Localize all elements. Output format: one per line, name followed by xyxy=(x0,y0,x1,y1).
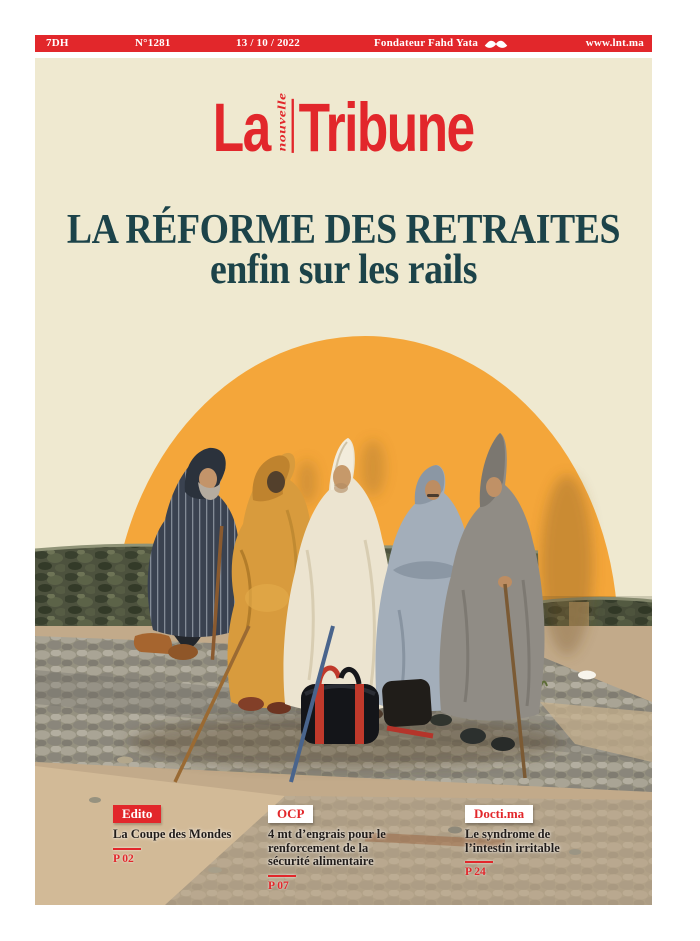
teaser-doctima[interactable] xyxy=(465,805,577,878)
price: 7DH xyxy=(46,37,69,49)
masthead-divider xyxy=(292,98,294,152)
moustache-icon xyxy=(484,40,508,49)
headline-line-2: enfin sur les rails xyxy=(210,247,477,293)
teaser-page-ref: P 02 xyxy=(113,852,134,865)
issue-date: 13 / 10 / 2022 xyxy=(236,37,300,49)
teaser-label[interactable]: Edito xyxy=(113,805,161,823)
white-litter xyxy=(578,671,596,680)
teaser-edito[interactable] xyxy=(113,805,268,865)
headline-line-1: LA RÉFORME DES RETRAITES xyxy=(66,207,621,253)
teaser-ocp[interactable] xyxy=(268,805,395,892)
teaser-rule xyxy=(268,875,296,877)
top-info-bar xyxy=(35,35,652,52)
masthead-word-nouvelle: nouvelle xyxy=(276,92,289,151)
teaser-page-ref: P 24 xyxy=(465,866,486,878)
teaser-title: Le syndrome de l’intestin irritable xyxy=(465,827,560,855)
main-headline xyxy=(66,207,621,293)
masthead-lockup xyxy=(213,87,474,165)
teaser-title: La Coupe des Mondes xyxy=(113,827,232,841)
masthead-word-la: La xyxy=(213,87,271,165)
issue-number: N°1281 xyxy=(135,37,171,49)
masthead xyxy=(35,72,652,165)
website-url[interactable]: www.lnt.ma xyxy=(585,37,644,49)
masthead-word-tribune: Tribune xyxy=(298,87,474,165)
teaser-label[interactable]: Docti.ma xyxy=(465,805,533,823)
founder-credit: Fondateur Fahd Yata xyxy=(374,37,479,49)
teaser-rule xyxy=(113,848,141,850)
teaser-title: 4 mt d’engrais pour le renforcement de la sécurité alimentaire xyxy=(268,827,386,868)
page-content xyxy=(35,58,652,905)
teaser-page-ref: P 07 xyxy=(268,879,289,892)
teaser-rule xyxy=(465,861,493,863)
teaser-label[interactable]: OCP xyxy=(268,805,313,823)
